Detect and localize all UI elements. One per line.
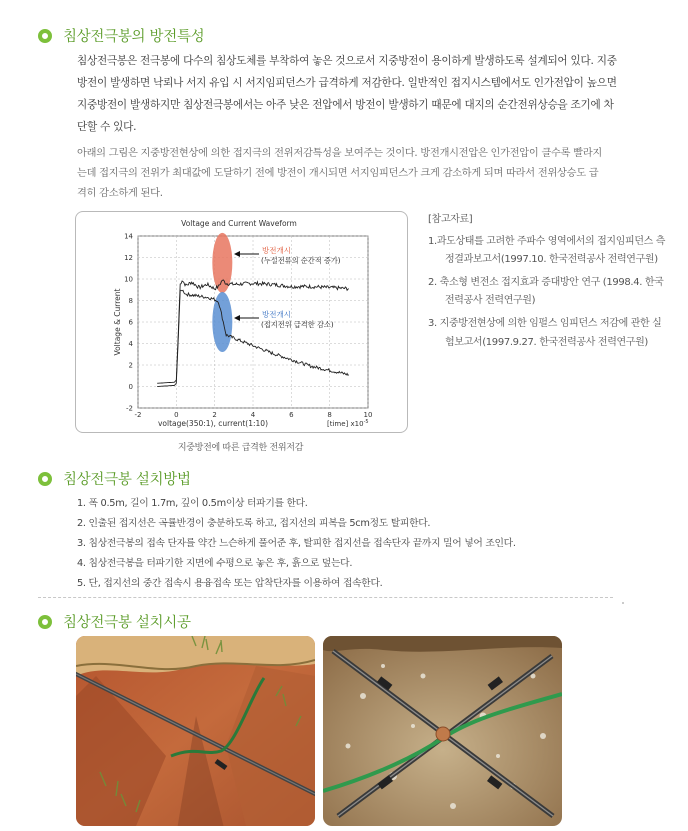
bullet-ring-icon bbox=[38, 615, 52, 629]
chart-caption: 지중방전에 따른 급격한 전위저감 bbox=[177, 443, 304, 453]
y-ticks bbox=[124, 233, 133, 413]
desc-line: 는데 접지극의 전위가 최대값에 도달하기 전에 방전이 개시되면 서지임피던스가 크게 감소하게 되며 따라서 전위상승도 급 bbox=[77, 168, 599, 179]
x-tick-label: 6 bbox=[289, 411, 294, 419]
arrow-head-icon bbox=[234, 315, 240, 321]
intro-line: 지중방전이 발생하지만 침상전극봉에서는 아주 낮은 전압에서 방전이 발생하기 때문에 대지의 순간전위상승을 조기에 차 bbox=[77, 99, 614, 111]
y-axis-label: Voltage & Current bbox=[113, 288, 122, 356]
reference-item: 2. 축소형 변전소 접지효과 증대방안 연구 (1998.4. 한국전력공사 전력연구원) bbox=[428, 276, 664, 307]
intro-line: 방전이 발생하면 낙뢰나 서지 유입 시 서지임피던스가 급격하게 저감한다. 일반적인 접지시스템에서도 인가전압이 높으면 bbox=[77, 77, 617, 89]
section-title: 침상전극봉 설치시공 bbox=[63, 615, 191, 631]
waveform-chart bbox=[75, 211, 408, 433]
step-item: 1. 폭 0.5m, 길이 1.7m, 깊이 0.5m이상 터파기를 한다. bbox=[77, 498, 308, 509]
section-header-discharge bbox=[38, 25, 204, 46]
step-item: 2. 인출된 접지선은 곡률반경이 충분하도록 하고, 접지선의 피복을 5cm정도 탈피한다. bbox=[77, 518, 431, 529]
chart-svg bbox=[76, 212, 407, 432]
step-item: 3. 침상전극봉의 접속 단자를 약간 느슨하게 풀어준 후, 탈피한 접지선을 접속단자 끝까지 밀어 넣어 조인다. bbox=[77, 538, 516, 549]
references-title: [참고자료] bbox=[428, 214, 473, 225]
section-title: 침상전극봉의 방전특성 bbox=[63, 29, 205, 45]
intro-paragraph bbox=[77, 50, 659, 138]
desc-line: 아래의 그림은 지중방전현상에 의한 접지극의 전위저감특성을 보여주는 것이다. 방전개시전압은 인가전압이 클수록 빨라지 bbox=[77, 148, 603, 159]
step-item: 4. 침상전극봉을 터파기한 지면에 수평으로 놓은 후, 흙으로 덮는다. bbox=[77, 558, 353, 569]
discharge-marker-blue bbox=[212, 292, 232, 352]
y-tick-label: 8 bbox=[128, 297, 133, 305]
reference-item: 1.과도상태를 고려한 주파수 영역에서의 접지임피던스 측정결과보고서(1997.10. 한국전력공사 전력연구원) bbox=[428, 235, 666, 266]
bullet-ring-icon bbox=[38, 472, 52, 486]
reference-item: 3. 지중방전현상에 의한 임펄스 임피던스 저감에 관한 실험보고서(1997.9.27. 한국전력공사 전력연구원) bbox=[428, 317, 662, 348]
installation-photo-trench bbox=[76, 636, 315, 826]
arrow-head-icon bbox=[234, 251, 240, 257]
annotation-sub-1: (누설전류의 순간적 증가) bbox=[261, 256, 341, 265]
x-tick-label: 8 bbox=[327, 411, 332, 419]
description-paragraph bbox=[77, 144, 659, 204]
y-tick-label: 4 bbox=[128, 340, 133, 348]
install-steps bbox=[77, 494, 667, 594]
step-item: 5. 단, 접지선의 중간 접속시 용융접속 또는 압착단자를 이용하여 접속한다. bbox=[77, 578, 383, 589]
desc-line: 격히 감소하게 된다. bbox=[77, 188, 163, 199]
x-axis-label: voltage(350:1), current(1:10) bbox=[157, 419, 269, 428]
installation-photo-connection bbox=[323, 636, 562, 826]
y-tick-label: 2 bbox=[128, 361, 133, 370]
x-axis-unit: [time] $x10^{-5}$ bbox=[327, 419, 369, 428]
section-header-construction bbox=[38, 611, 191, 632]
x-ticks bbox=[135, 411, 373, 419]
y-tick-label: 10 bbox=[124, 275, 133, 284]
x-tick-label: 2 bbox=[212, 411, 217, 419]
intro-line: 침상전극봉은 전극봉에 다수의 침상도체를 부착하여 놓은 것으로서 지중방전이 용이하게 발생하도록 설계되어 있다. 지중 bbox=[77, 55, 617, 67]
decorative-dot bbox=[622, 602, 624, 604]
x-tick-label: -2 bbox=[134, 411, 142, 419]
y-tick-label: -2 bbox=[126, 404, 133, 413]
x-tick-label: 10 bbox=[363, 411, 373, 419]
y-tick-label: 6 bbox=[128, 318, 133, 327]
annotation-sub-2: (접지전위 급격한 감소) bbox=[261, 320, 334, 329]
section-title: 침상전극봉 설치방법 bbox=[63, 472, 191, 488]
y-tick-label: 14 bbox=[124, 232, 133, 241]
chart-title: Voltage and Current Waveform bbox=[181, 219, 297, 228]
x-tick-label: 4 bbox=[250, 411, 256, 419]
divider bbox=[38, 597, 613, 598]
annotation-label-1: 방전개시 bbox=[262, 246, 291, 255]
y-tick-label: 12 bbox=[124, 254, 133, 262]
annotation-label-2: 방전개시 bbox=[262, 310, 291, 319]
section-header-install bbox=[38, 468, 191, 489]
intro-line: 단할 수 있다. bbox=[77, 121, 137, 133]
references bbox=[428, 211, 668, 356]
bullet-ring-icon bbox=[38, 29, 52, 43]
y-tick-label: 0 bbox=[128, 383, 133, 391]
x-tick-label: 0 bbox=[174, 411, 179, 419]
